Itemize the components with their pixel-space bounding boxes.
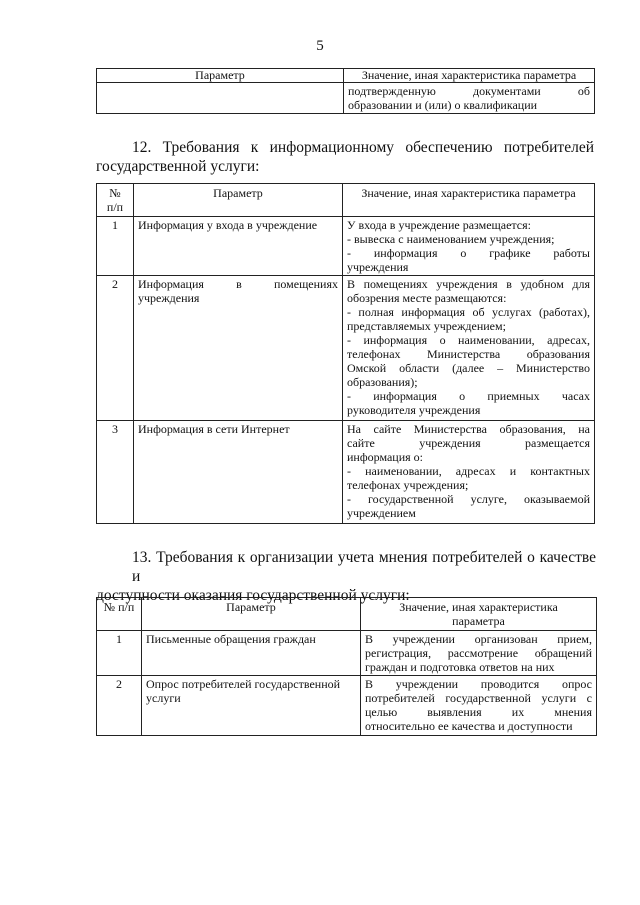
cell-number: 2 — [97, 276, 134, 421]
cell-number: 3 — [97, 421, 134, 524]
section-13-line1: 13. Требования к организации учета мнения потребителей о качестве и — [132, 549, 596, 585]
cell-line: образовании и (или) о квалификации — [348, 98, 538, 112]
cell-line: образования); — [347, 375, 418, 389]
cell-line: - информация о приемных часах — [347, 389, 590, 403]
cell-line: - полная информация об услугах (работах), — [347, 305, 590, 319]
section-12-line1: 12. Требования к информационному обеспечению потребителей — [132, 139, 594, 156]
table-continuation — [96, 68, 595, 114]
table-information-requirements — [96, 183, 595, 524]
cell-line: Опрос потребителей государственной — [146, 677, 341, 691]
header-value: Значение, иная характеристика параметра — [361, 598, 597, 631]
cell-line: телефонах Министерства образования — [347, 347, 590, 361]
table-header-row — [97, 69, 595, 83]
cell-line: подтвержденную документами об — [348, 84, 590, 98]
cell-line: целью выявления их мнения — [365, 705, 592, 719]
cell-line: Информация в помещениях — [138, 277, 338, 291]
table-row — [97, 217, 595, 276]
cell-line: - информация о графике работы — [347, 246, 590, 260]
cell-line: граждан и подготовка ответов на них — [365, 660, 555, 674]
cell-number: 1 — [97, 217, 134, 276]
header-number: № п/п — [97, 184, 134, 217]
cell-value — [343, 217, 595, 276]
cell-line: информация о: — [347, 450, 423, 464]
cell-parameter: Письменные обращения граждан — [142, 631, 361, 676]
header-value: Значение, иная характеристика параметра — [344, 69, 595, 83]
cell-line: - вывеска с наименованием учреждения; — [347, 232, 555, 246]
cell-line: На сайте Министерства образования, на — [347, 422, 590, 436]
cell-number: 2 — [97, 676, 142, 736]
section-12-line2: государственной услуги: — [96, 158, 260, 175]
header-parameter: Параметр — [134, 184, 343, 217]
cell-value — [361, 631, 597, 676]
cell-line: - информация о наименовании, адресах, — [347, 333, 590, 347]
table-header-row — [97, 598, 597, 631]
table-row — [97, 276, 595, 421]
cell-line: руководителя учреждения — [347, 403, 481, 417]
cell-line: - государственной услуге, оказываемой — [347, 492, 590, 506]
header-number: № п/п — [97, 598, 142, 631]
cell-parameter: Информация у входа в учреждение — [134, 217, 343, 276]
page-number: 5 — [316, 38, 324, 54]
header-parameter: Параметр — [142, 598, 361, 631]
cell-parameter: Информация в сети Интернет — [134, 421, 343, 524]
section-13-line2: доступности оказания государственной услуги: — [96, 587, 410, 604]
header-parameter: Параметр — [97, 69, 344, 83]
cell-line: телефонах учреждения; — [347, 478, 469, 492]
cell-line: сайте учреждения размещается — [347, 436, 590, 450]
cell-parameter — [134, 276, 343, 421]
cell-value — [344, 83, 595, 114]
cell-line: потребителей государственной услуги с — [365, 691, 592, 705]
cell-line: учреждения — [138, 291, 200, 305]
cell-value — [343, 276, 595, 421]
table-row — [97, 421, 595, 524]
table-header-row — [97, 184, 595, 217]
cell-value — [361, 676, 597, 736]
cell-line: услуги — [146, 691, 181, 705]
table-opinion-accounting — [96, 597, 597, 736]
cell-line: представляемых учреждением; — [347, 319, 506, 333]
cell-line: учреждением — [347, 506, 416, 520]
section-12-heading — [96, 138, 594, 176]
cell-line: учреждения — [347, 260, 409, 274]
cell-line: Омской области (далее – Министерство — [347, 361, 590, 375]
cell-line: - наименовании, адресах и контактных — [347, 464, 590, 478]
header-value: Значение, иная характеристика параметра — [343, 184, 595, 217]
cell-line: В помещениях учреждения в удобном для — [347, 277, 590, 291]
cell-line: обозрения месте размещаются: — [347, 291, 507, 305]
cell-line: относительно ее качества и доступности — [365, 719, 573, 733]
cell-value — [343, 421, 595, 524]
table-row — [97, 676, 597, 736]
table-row — [97, 631, 597, 676]
cell-line: регистрация, рассмотрение обращений — [365, 646, 592, 660]
cell-number: 1 — [97, 631, 142, 676]
cell-line: В учреждении проводится опрос — [365, 677, 592, 691]
cell-line: В учреждении организован прием, — [365, 632, 592, 646]
cell-line: У входа в учреждение размещается: — [347, 218, 531, 232]
cell-parameter — [97, 83, 344, 114]
cell-parameter — [142, 676, 361, 736]
table-row — [97, 83, 595, 114]
